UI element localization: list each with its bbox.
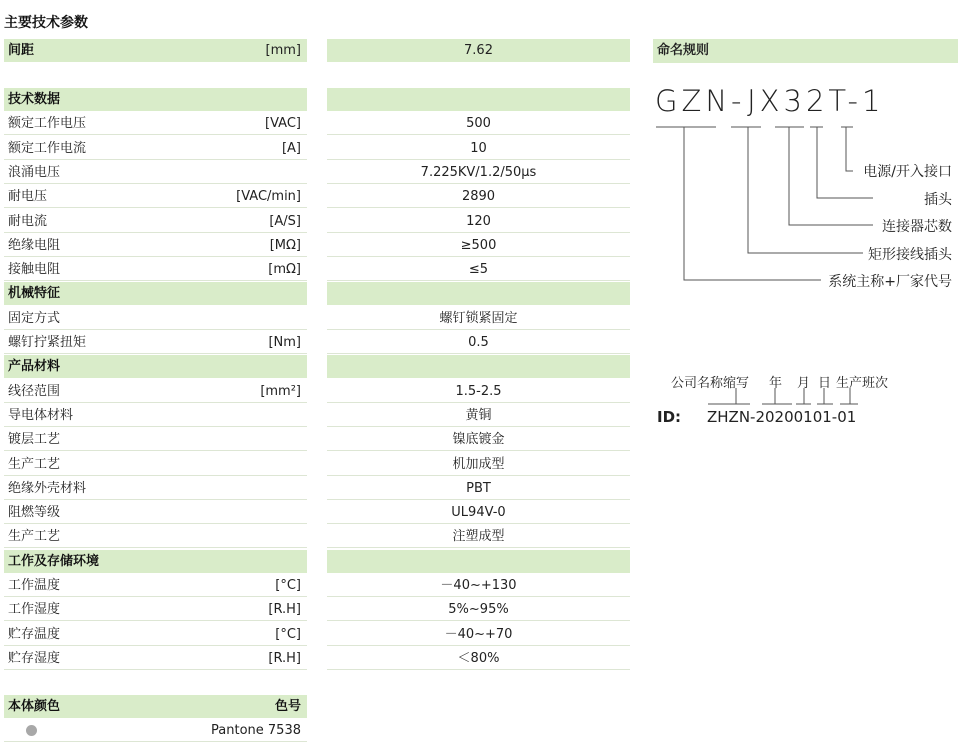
id-part-shift: 生产班次 — [836, 376, 889, 391]
row-label: 阻燃等级 — [8, 505, 61, 521]
color-cell — [4, 719, 307, 742]
row-unit: [VAC] — [265, 116, 301, 132]
id-prefix: ID: — [657, 408, 682, 426]
row-label: 贮存温度 — [8, 626, 61, 642]
row-label-cell — [4, 331, 307, 354]
table-row — [0, 623, 962, 647]
row-unit: [Nm] — [268, 335, 301, 350]
row-label-cell — [4, 623, 307, 646]
row-label: 固定方式 — [8, 310, 61, 326]
group-title: 机械特征 — [8, 286, 61, 302]
row-label-cell — [4, 210, 307, 233]
row-label-cell — [4, 598, 307, 621]
table-row — [0, 453, 962, 477]
row-value: 2890 — [327, 185, 630, 208]
table-row — [0, 307, 962, 331]
table-row — [0, 598, 962, 622]
row-value: ≤5 — [327, 258, 630, 281]
row-label-cell — [4, 137, 307, 160]
legend-power-interface: 电源/开入接口 — [863, 164, 952, 180]
group-header-right — [327, 355, 630, 378]
table-row — [0, 525, 962, 549]
row-value: 注塑成型 — [327, 525, 630, 548]
row-label: 浪涌电压 — [8, 164, 61, 180]
row-unit: [mm²] — [260, 383, 301, 399]
legend-system-code: 系统主称+厂家代号 — [828, 274, 952, 290]
row-value: 0.5 — [327, 331, 630, 354]
color-value: Pantone 7538 — [211, 723, 301, 738]
group-header-left — [4, 88, 307, 111]
row-unit: [A/S] — [269, 213, 301, 229]
group-header-right — [327, 282, 630, 305]
row-label: 绝缘外壳材料 — [8, 480, 87, 496]
row-label-cell — [4, 574, 307, 597]
row-value: 螺钉锁紧固定 — [327, 307, 630, 330]
id-part-company: 公司名称缩写 — [671, 376, 750, 391]
group-header-right — [327, 550, 630, 573]
model-code: GZN-JX32T-1 — [655, 84, 885, 118]
row-value: 500 — [327, 112, 630, 135]
section-title: 主要技术参数 — [4, 15, 88, 31]
row-unit: [R.H] — [268, 650, 301, 666]
table-row — [0, 331, 962, 355]
row-unit: [VAC/min] — [236, 189, 301, 205]
row-label: 贮存湿度 — [8, 650, 61, 666]
color-header — [4, 695, 307, 718]
color-row — [0, 719, 962, 743]
row-unit: [A] — [281, 140, 301, 156]
row-value: 黄铜 — [327, 404, 630, 427]
row-value: －40~+130 — [327, 574, 630, 597]
naming-header — [653, 39, 958, 63]
table-row — [0, 501, 962, 525]
row-label-cell — [4, 477, 307, 500]
row-label-cell — [4, 307, 307, 330]
group-title: 工作及存储环境 — [8, 553, 100, 569]
row-label: 额定工作电流 — [8, 140, 87, 156]
row-label-cell — [4, 404, 307, 427]
row-label-cell — [4, 525, 307, 548]
legend-plug: 插头 — [924, 192, 952, 208]
row-label: 镀层工艺 — [8, 432, 61, 448]
row-label: 耐电流 — [8, 213, 48, 229]
row-unit: [°C] — [275, 578, 301, 593]
pitch-unit: [mm] — [265, 43, 301, 58]
id-part-year: 年 — [769, 376, 783, 391]
row-label: 工作湿度 — [8, 602, 61, 618]
pitch-label-cell — [4, 39, 307, 62]
color-header-row — [0, 695, 962, 719]
row-label-cell — [4, 501, 307, 524]
group-header-left — [4, 282, 307, 305]
row-value: 1.5-2.5 — [327, 380, 630, 403]
id-value: ZHZN-20200101-01 — [707, 408, 857, 426]
row-value: 7.225KV/1.2/50μs — [327, 161, 630, 184]
row-unit: [°C] — [275, 626, 301, 642]
row-label: 接触电阻 — [8, 262, 61, 278]
row-value: 5%~95% — [327, 598, 630, 621]
model-diagram — [653, 118, 958, 293]
row-value: 120 — [327, 210, 630, 233]
group-header-left — [4, 355, 307, 378]
group-title: 技术数据 — [8, 92, 61, 107]
row-value: 机加成型 — [327, 453, 630, 476]
row-value: 10 — [327, 137, 630, 160]
row-label-cell — [4, 234, 307, 257]
row-value: ≥500 — [327, 234, 630, 257]
row-label: 导电体材料 — [8, 407, 74, 423]
id-part-month: 月 — [797, 376, 811, 391]
row-label-cell — [4, 112, 307, 135]
legend-pin-count: 连接器芯数 — [882, 219, 952, 235]
row-label-cell — [4, 185, 307, 208]
row-unit: [mΩ] — [268, 262, 301, 278]
row-unit: [R.H] — [268, 602, 301, 618]
color-header-label: 本体颜色 — [8, 699, 61, 714]
row-label: 绝缘电阻 — [8, 237, 61, 253]
row-label: 生产工艺 — [8, 456, 61, 472]
row-label: 工作温度 — [8, 578, 61, 593]
row-label-cell — [4, 380, 307, 403]
row-label: 额定工作电压 — [8, 116, 87, 132]
group-title: 产品材料 — [8, 359, 61, 375]
row-value: 镍底镀金 — [327, 428, 630, 451]
row-value: －40~+70 — [327, 623, 630, 646]
table-row — [0, 647, 962, 671]
naming-title: 命名规则 — [657, 43, 710, 58]
row-label-cell — [4, 428, 307, 451]
row-value: ＜80% — [327, 647, 630, 670]
row-label-cell — [4, 453, 307, 476]
pitch-value: 7.62 — [327, 39, 630, 62]
table-row — [0, 428, 962, 452]
row-label: 耐电压 — [8, 189, 48, 205]
row-label-cell — [4, 161, 307, 184]
legend-rect-plug: 矩形接线插头 — [868, 247, 952, 263]
row-label: 螺钉拧紧扭矩 — [8, 335, 87, 350]
row-label: 线径范围 — [8, 383, 61, 399]
table-row — [0, 574, 962, 598]
row-value: UL94V-0 — [327, 501, 630, 524]
row-label: 生产工艺 — [8, 529, 61, 545]
group-header — [0, 550, 962, 574]
group-header-right — [327, 88, 630, 111]
row-label-cell — [4, 258, 307, 281]
color-swatch — [26, 725, 37, 736]
table-row — [0, 477, 962, 501]
group-header-left — [4, 550, 307, 573]
id-diagram — [700, 386, 870, 408]
color-code-header: 色号 — [274, 699, 301, 714]
pitch-label: 间距 — [8, 43, 35, 58]
id-part-day: 日 — [818, 376, 832, 391]
row-label-cell — [4, 647, 307, 670]
row-unit: [MΩ] — [269, 237, 301, 253]
row-value: PBT — [327, 477, 630, 500]
